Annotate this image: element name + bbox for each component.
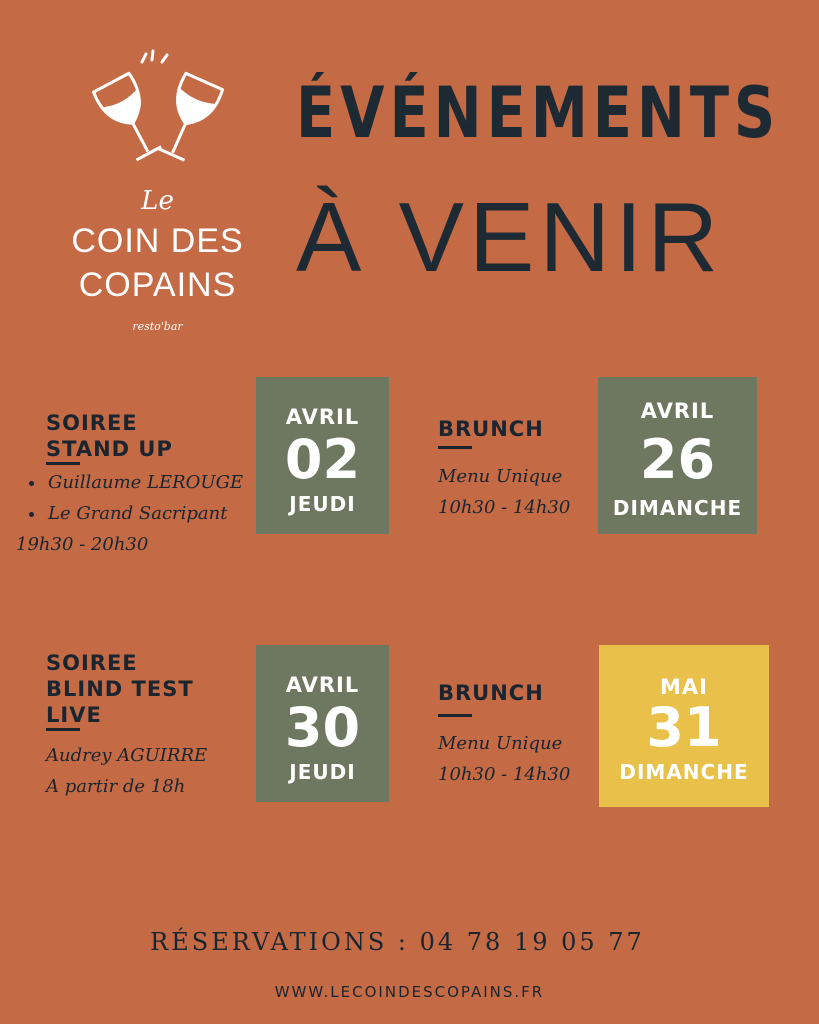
brand-name-line1: COIN DES bbox=[71, 222, 244, 260]
event-title bbox=[46, 410, 173, 462]
brand-logo bbox=[70, 48, 245, 333]
list-item: • Le Grand Sacripant bbox=[46, 498, 243, 529]
event-time: 19h30 - 20h30 bbox=[16, 534, 149, 555]
event-detail-line: 10h30 - 14h30 bbox=[438, 497, 571, 518]
date-weekday: DIMANCHE bbox=[612, 496, 743, 520]
event-detail-line: 10h30 - 14h30 bbox=[438, 764, 571, 785]
event-title-line: BRUNCH bbox=[438, 417, 544, 441]
event-detail-line: A partir de 18h bbox=[46, 776, 186, 797]
event-title-line: BRUNCH bbox=[438, 681, 544, 705]
website-link[interactable]: WWW.LECOINDESCOPAINS.FR bbox=[274, 983, 545, 1001]
event-title-line: BLIND TEST bbox=[46, 677, 194, 701]
performer-list bbox=[16, 467, 243, 529]
divider bbox=[438, 446, 472, 449]
event-detail-line: Menu Unique bbox=[438, 733, 563, 754]
date-day: 30 bbox=[284, 696, 361, 759]
brand-name-line2: COPAINS bbox=[78, 266, 237, 304]
reservations-phone: RÉSERVATIONS : 04 78 19 05 77 bbox=[150, 928, 645, 956]
event-title bbox=[438, 680, 544, 706]
divider bbox=[46, 728, 80, 731]
date-month: AVRIL bbox=[640, 399, 715, 423]
date-box bbox=[598, 377, 757, 534]
event-title-line: SOIREE bbox=[46, 411, 138, 435]
date-day: 26 bbox=[639, 428, 716, 491]
page-title-line2: À VENIR bbox=[296, 182, 724, 292]
date-weekday: JEUDI bbox=[289, 492, 356, 516]
brand-le: Le bbox=[141, 186, 174, 216]
event-title-line: STAND UP bbox=[46, 437, 173, 461]
list-item: • Guillaume LEROUGE bbox=[46, 467, 243, 498]
date-day: 31 bbox=[646, 696, 722, 759]
date-month: AVRIL bbox=[285, 405, 360, 429]
date-month: MAI bbox=[660, 675, 708, 699]
date-box bbox=[599, 645, 769, 807]
event-detail-line: Menu Unique bbox=[438, 466, 563, 487]
event-details bbox=[438, 461, 570, 523]
date-weekday: JEUDI bbox=[289, 760, 356, 784]
date-box bbox=[256, 645, 389, 802]
event-title bbox=[46, 650, 194, 728]
date-month: AVRIL bbox=[285, 673, 360, 697]
event-title-line: LIVE bbox=[46, 703, 102, 727]
divider bbox=[438, 714, 472, 717]
event-details bbox=[46, 740, 207, 802]
event-details bbox=[16, 467, 243, 560]
event-details bbox=[438, 728, 570, 790]
divider bbox=[46, 462, 80, 465]
event-title bbox=[438, 416, 544, 442]
page-title-line1: ÉVÉNEMENTS bbox=[296, 72, 781, 154]
event-detail-line: Audrey AGUIRRE bbox=[46, 745, 208, 766]
date-box bbox=[256, 377, 389, 534]
date-weekday: DIMANCHE bbox=[619, 760, 749, 784]
brand-tagline: resto'bar bbox=[132, 320, 183, 333]
date-day: 02 bbox=[284, 428, 361, 491]
event-title-line: SOIREE bbox=[46, 651, 138, 675]
wine-glasses-toast-icon bbox=[70, 48, 245, 188]
